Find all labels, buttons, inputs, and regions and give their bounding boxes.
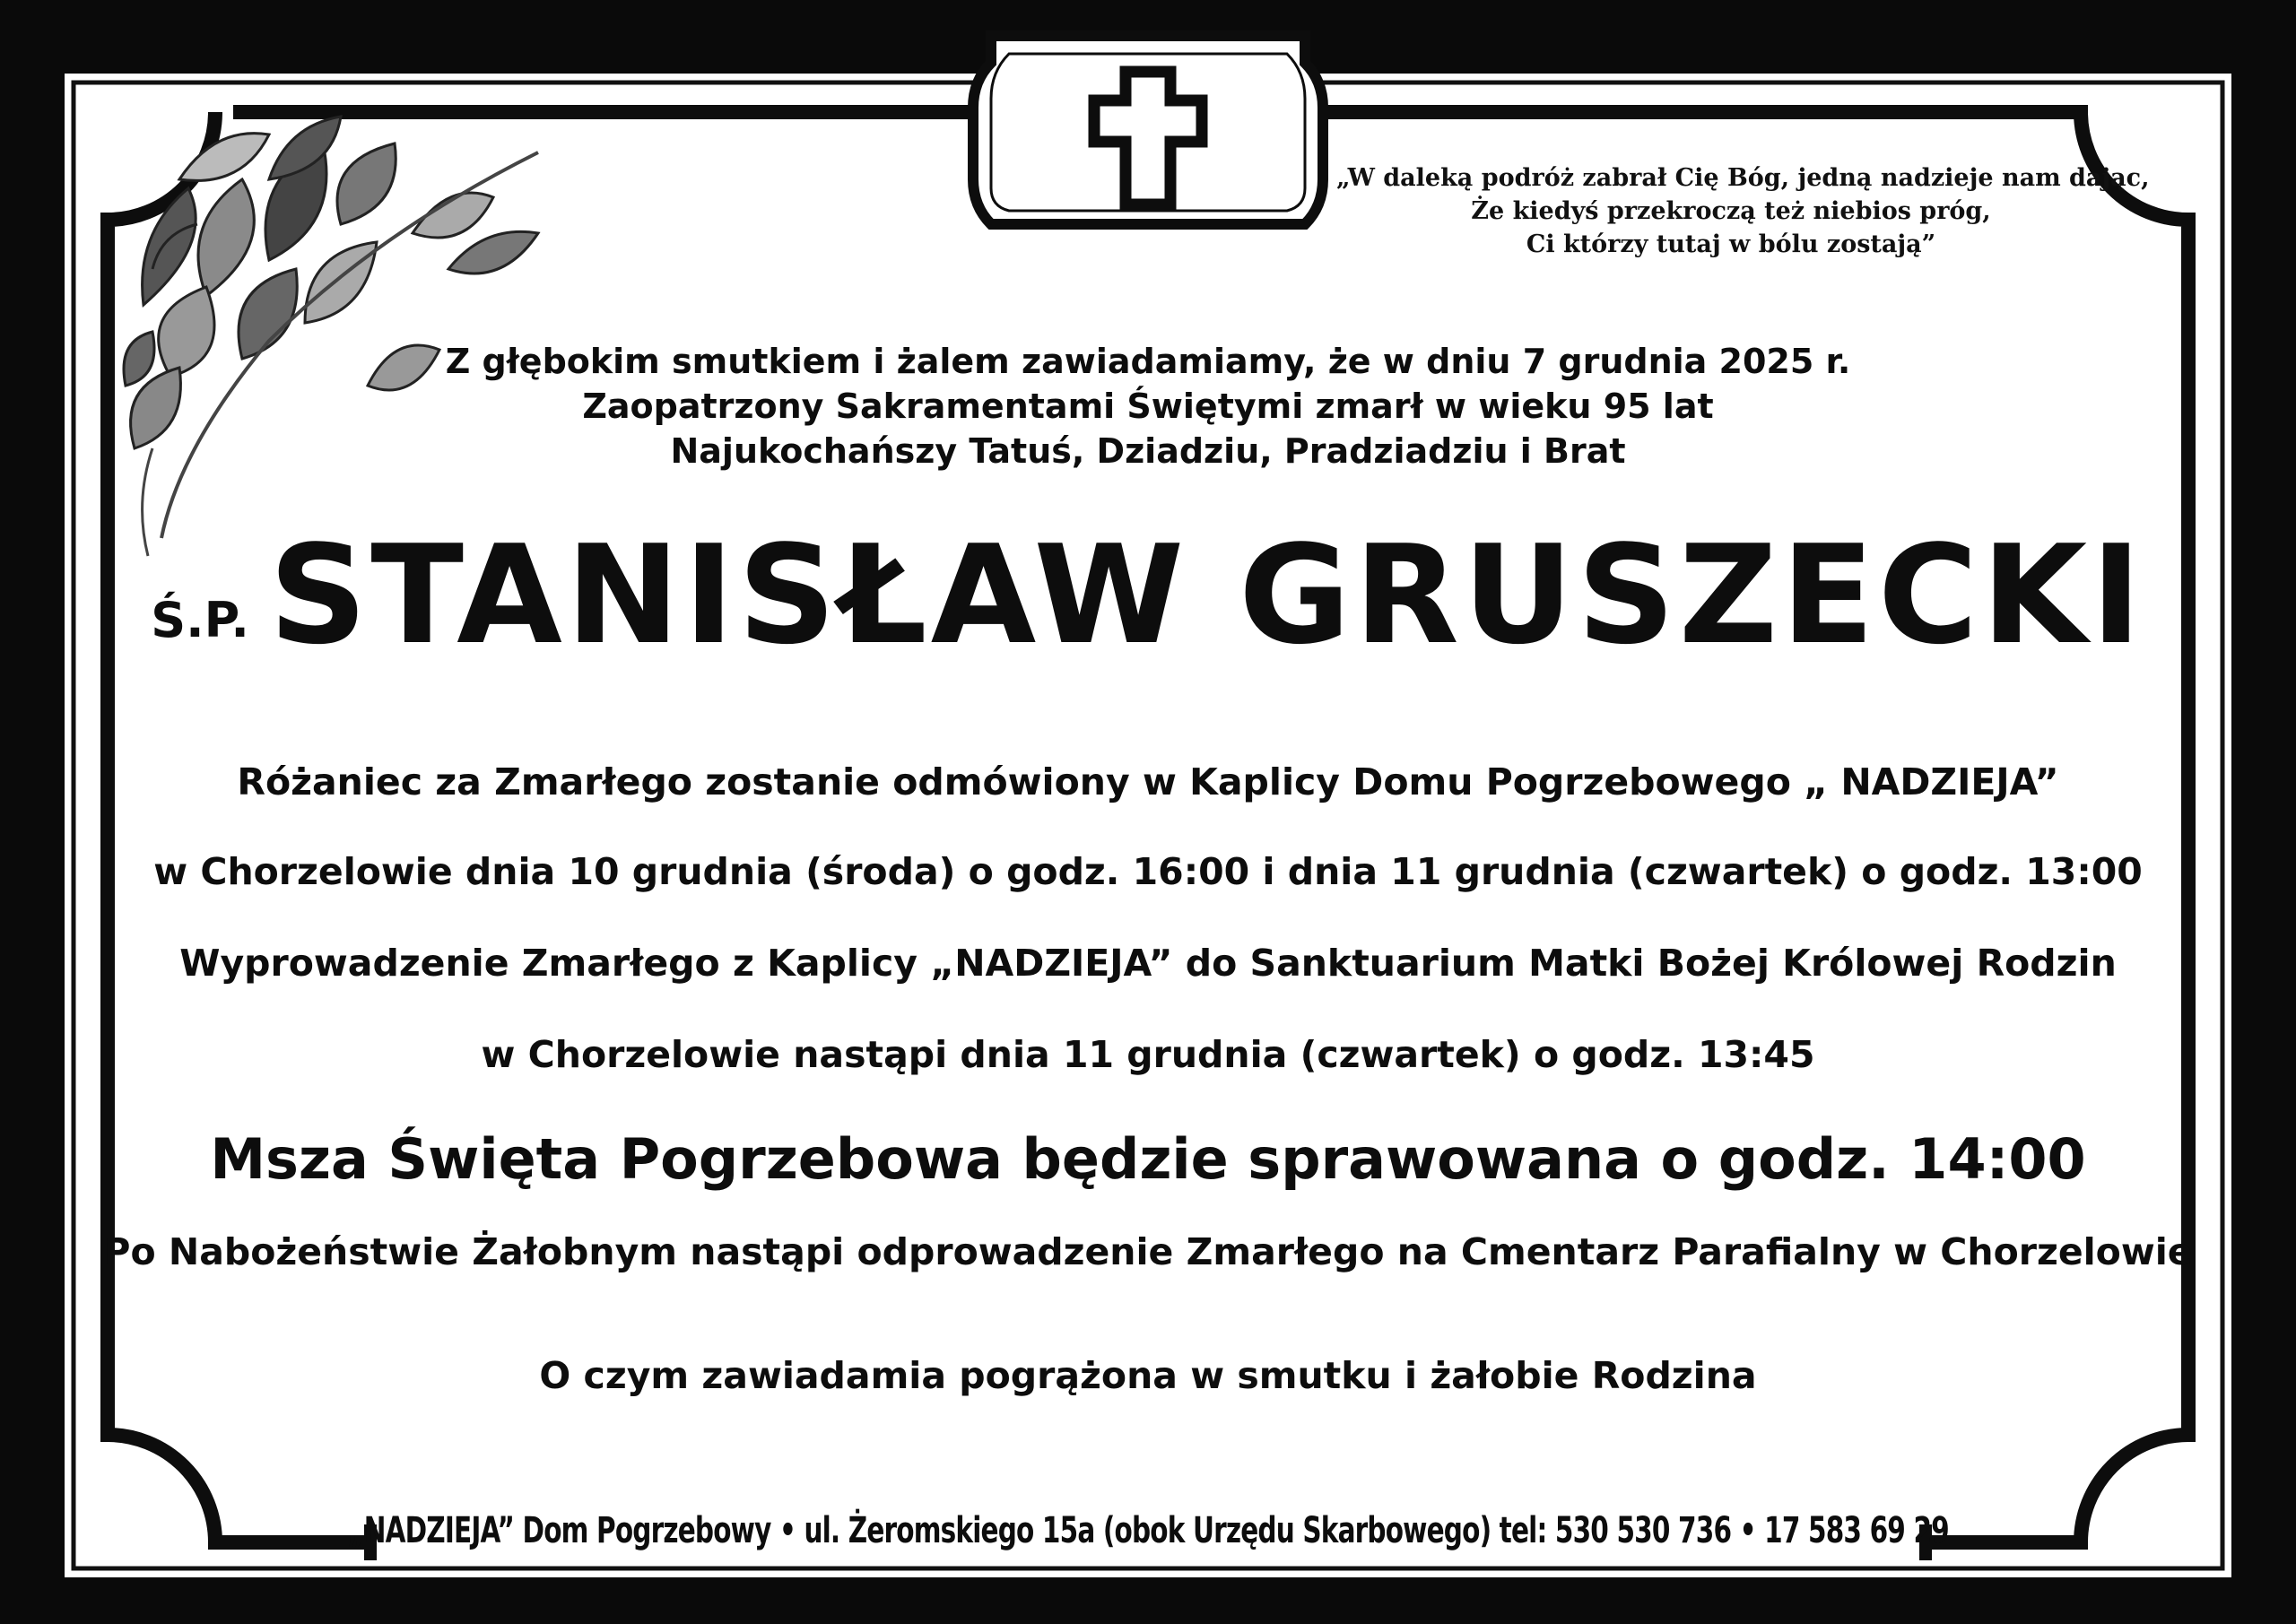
intro-line: Zaopatrzony Sakramentami Świętymi zmarł w wieku 95 lat: [582, 386, 1714, 426]
funeral-home-footer: „NADZIEJA” Dom Pogrzebowy • ul. Żeromskiego 15a (obok Urzędu Skarbowego) tel: 530 530 736 • 17 583 69 29: [347, 1510, 1949, 1551]
procession-line-1: Wyprowadzenie Zmarłego z Kaplicy „NADZIEJA” do Sanktuarium Matki Bożej Królowej Rodzin: [179, 942, 2117, 985]
deceased-name: STANISŁAW GRUSZECKI: [268, 516, 2145, 674]
intro-line: Najukochańszy Tatuś, Dziadziu, Pradziadziu i Brat: [670, 431, 1626, 471]
closing-line: O czym zawiadamia pogrążona w smutku i żałobie Rodzina: [539, 1354, 1757, 1397]
poem-line: „W daleką podróż zabrał Cię Bóg, jedną nadzieje nam dając,: [1336, 164, 2150, 192]
procession-line-2: w Chorzelowie nastąpi dnia 11 grudnia (czwartek) o godz. 13:45: [481, 1033, 1815, 1076]
name-prefix: Ś.P.: [151, 592, 249, 648]
burial-line: Po Nabożeństwie Żałobnym nastąpi odprowadzenie Zmarłego na Cmentarz Parafialny w Chorzelowie: [103, 1230, 2193, 1273]
poem-line: Ci którzy tutaj w bólu zostają”: [1526, 230, 1936, 258]
rosary-line-1: Różaniec za Zmarłego zostanie odmówiony w Kaplicy Domu Pogrzebowego „ NADZIEJA”: [237, 760, 2059, 803]
announcement-intro: [0, 339, 2296, 473]
funeral-mass-line: Msza Święta Pogrzebowa będzie sprawowana o godz. 14:00: [210, 1126, 2086, 1192]
intro-line: Z głębokim smutkiem i żalem zawiadamiamy, że w dniu 7 grudnia 2025 r.: [445, 342, 1851, 381]
poem-quote: [1336, 161, 2150, 261]
poem-line: Że kiedyś przekroczą też niebios próg,: [1471, 197, 1991, 225]
paper: [65, 74, 2231, 1577]
deceased-name-line: [0, 516, 2296, 674]
rosary-line-2: w Chorzelowie dnia 10 grudnia (środa) o godz. 16:00 i dnia 11 grudnia (czwartek) o godz. 13:00: [153, 850, 2143, 893]
